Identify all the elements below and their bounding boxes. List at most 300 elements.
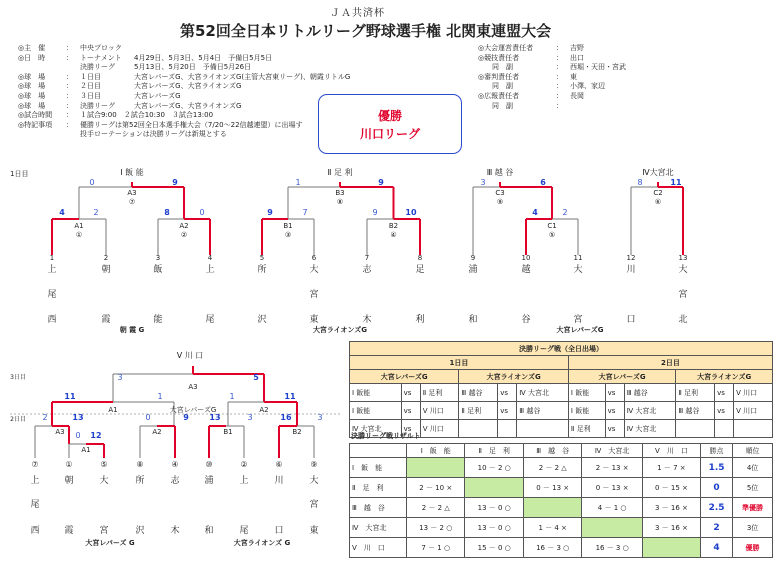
team-number: 1 [49, 254, 55, 262]
game-circled: ③ [284, 231, 292, 239]
team-name-3: 口 [626, 315, 636, 325]
score: 9 [372, 208, 378, 217]
score: 10 [405, 208, 417, 217]
page-title: 第52回全日本リトルリーグ野球選手権 北関東連盟大会 [180, 22, 552, 40]
team-number: 2 [103, 254, 109, 262]
schedule-cell [459, 420, 498, 438]
info-colon: ： [556, 92, 563, 100]
info-colon: ： [66, 92, 73, 100]
info-key: ◎広報責任者 [478, 92, 520, 100]
schedule-cell: Ⅳ 大宮北 [350, 420, 402, 438]
info-value: トーナメント [80, 53, 122, 62]
team-name: 上 [239, 476, 249, 486]
schedule-cell [517, 420, 569, 438]
score: 1 [295, 178, 301, 187]
game-label: C1 [547, 222, 557, 230]
team-name-3: 沢 [135, 526, 145, 536]
league-title: 決勝リーグ戦（全日出場） [350, 342, 773, 356]
team-name: 上 [47, 265, 57, 275]
info-value: 投手ローテーションは決勝リーグは新規とする [80, 130, 227, 139]
game-circled: ① [65, 460, 73, 469]
game-circled: ⑥ [654, 198, 662, 206]
info-key: ◎球 場 [18, 72, 46, 81]
team-name-3: 和 [204, 526, 214, 536]
team-number: 3 [155, 254, 161, 262]
info-value: 決勝リーグ [80, 101, 115, 110]
info-colon: ： [66, 53, 73, 62]
results-cell: 13 － 0 ○ [465, 518, 523, 538]
results-cell [523, 498, 581, 518]
results-title: 決勝リーグ戦リザルト [351, 432, 421, 440]
team-number: 6 [311, 254, 317, 262]
day1-label: 1日目 [10, 170, 29, 178]
info-colon: ： [556, 82, 563, 91]
team-name: 川 [274, 476, 284, 486]
team-number: 8 [417, 254, 423, 262]
score: 7 [302, 208, 308, 217]
team-name-3: 沢 [257, 315, 267, 325]
score: 9 [378, 178, 384, 187]
results-cell: 2 － 10 × [407, 478, 465, 498]
group-label: Ⅲ 越 谷 [486, 168, 514, 177]
schedule-cell: Ⅲ 越谷 [676, 402, 715, 420]
results-col-header: Ⅴ 川 口 [642, 444, 700, 458]
results-row [350, 498, 773, 518]
schedule-row [350, 402, 773, 420]
info-key: ◎特記事項 [18, 120, 53, 129]
results-row [350, 518, 773, 538]
game-circled: ② [240, 460, 248, 469]
results-cell [465, 478, 523, 498]
score: 1 [229, 392, 235, 401]
game-label: B2 [292, 428, 302, 436]
info-colon: ： [556, 44, 563, 52]
schedule-cell: vs [605, 402, 624, 420]
team-name: 大 [309, 476, 319, 486]
info-value: １試合9:00 ２試合10:30 ３試合13:00 [80, 111, 214, 120]
schedule-cell: vs [715, 402, 734, 420]
schedule-cell [715, 420, 734, 438]
game-label: B1 [283, 222, 293, 230]
results-team: Ⅴ 川 口 [350, 538, 407, 558]
results-col-header: 順位 [733, 444, 773, 458]
game-circled: ⑨ [496, 198, 504, 206]
info-key: ◎大会運営責任者 [478, 44, 534, 52]
info-key: ◎主 催 [18, 44, 46, 52]
league-schedule-table [349, 341, 773, 438]
results-cell: 7 － 1 ○ [407, 538, 465, 558]
results-cell [582, 518, 642, 538]
results-table [349, 443, 773, 558]
schedule-cell: Ⅴ 川口 [734, 402, 773, 420]
results-cell: 0 － 15 × [642, 478, 700, 498]
results-col-header: Ⅳ 大宮北 [582, 444, 642, 458]
results-cell: 1 － 7 × [642, 458, 700, 478]
info-key: 同 副 [492, 101, 513, 110]
schedule-cell: Ⅲ 越谷 [459, 384, 498, 402]
schedule-cell: Ⅱ 足利 [676, 384, 715, 402]
team-name: 大 [678, 265, 688, 275]
venue-label: 大宮レパーズ G [85, 539, 135, 547]
results-cell: 0 － 13 × [582, 478, 642, 498]
schedule-cell: Ⅱ 足利 [568, 420, 605, 438]
game-label: A1 [108, 406, 118, 414]
info-value: 吉野 [570, 44, 584, 52]
info-value: ２日目 [80, 82, 101, 91]
group-label: Ⅰ 飯 能 [120, 168, 144, 177]
info-colon: ： [66, 101, 73, 110]
game-circled: ⑧ [136, 460, 144, 469]
results-cell [407, 458, 465, 478]
results-team: Ⅱ 足 利 [350, 478, 407, 498]
group-label: Ⅱ 足 利 [327, 168, 353, 177]
results-points: 0 [700, 478, 732, 498]
team-name: 浦 [204, 476, 214, 486]
venue-label: 大宮ライオンズ G [233, 539, 291, 547]
team-name: 大 [573, 265, 583, 275]
info-key: ◎球 場 [18, 101, 46, 110]
info-colon: ： [556, 101, 563, 110]
team-name-3: 宮 [99, 526, 109, 536]
game-circled: ⑨ [310, 460, 318, 469]
bracket-day2-3 [0, 346, 345, 556]
results-team: Ⅰ 飯 能 [350, 458, 407, 478]
schedule-cell [734, 420, 773, 438]
score: 9 [172, 178, 178, 187]
team-name-3: 東 [309, 315, 319, 325]
results-cell: 13 － 0 ○ [465, 498, 523, 518]
results-cell: 0 － 13 × [523, 478, 581, 498]
results-row [350, 458, 773, 478]
game-circled: ⑧ [336, 198, 344, 206]
info-key: ◎日 時 [18, 53, 46, 62]
team-name: 浦 [468, 265, 478, 275]
game-label: B1 [223, 428, 233, 436]
info-value: 西堀・天田・宮武 [570, 63, 626, 72]
game-circled: ① [75, 231, 83, 239]
info-value: 東 [570, 72, 577, 81]
venue-label: 大宮ライオンズG [312, 326, 368, 334]
info-value-2: 大宮レパーズG、大宮ライオンズG [134, 101, 242, 110]
info-value-2: 大宮レパーズG [134, 92, 181, 100]
team-name-3: 宮 [573, 315, 583, 325]
game-circled: ② [180, 231, 188, 239]
results-points: 1.5 [700, 458, 732, 478]
game-circled: ④ [171, 460, 179, 469]
team-number: 11 [573, 254, 583, 262]
results-cell: 3 － 16 × [642, 498, 700, 518]
team-name: 志 [362, 265, 372, 275]
info-value-2: 大宮レパーズG、大宮ライオンズG [134, 82, 242, 91]
venue1-head: 大宮レパーズG [568, 370, 675, 384]
score: 6 [540, 178, 546, 187]
results-cell: 13 － 2 ○ [407, 518, 465, 538]
team-name-3: 西 [47, 315, 57, 325]
sponsor: ＪＡ共済杯 [330, 8, 385, 19]
team-number: 7 [364, 254, 370, 262]
info-colon: ： [556, 53, 563, 62]
info-colon: ： [66, 44, 73, 52]
venue2-head: 大宮ライオンズG [676, 370, 773, 384]
info-value: 決勝リーグ [80, 63, 115, 72]
info-key: 同 副 [492, 82, 513, 91]
results-col-header: Ⅰ 飯 能 [407, 444, 465, 458]
results-header [350, 444, 773, 458]
schedule-cell: Ⅱ 足利 [420, 384, 459, 402]
score: 4 [532, 208, 538, 217]
venue-mid: 大宮レパーズG [169, 406, 217, 414]
results-cell: 2 － 2 △ [523, 458, 581, 478]
score: 11 [284, 392, 296, 401]
schedule-cell: Ⅰ 飯能 [568, 384, 605, 402]
score: 3 [247, 413, 253, 422]
team-name-3: 東 [309, 526, 319, 536]
score: 8 [164, 208, 170, 217]
info-value: 優勝リーグは第52回全日本選手権大会（7/20～22信越連盟）に出場す [80, 120, 303, 129]
corner-cell [350, 444, 407, 458]
results-cell: 16 － 3 ○ [523, 538, 581, 558]
results-cell: 1 － 4 × [523, 518, 581, 538]
team-name-3: 和 [468, 315, 478, 325]
schedule-cell: vs [715, 384, 734, 402]
info-key: 同 副 [492, 63, 513, 72]
venue1-head: 大宮レパーズG [350, 370, 459, 384]
schedule-cell [676, 420, 715, 438]
group-label: Ⅳ大宮北 [642, 168, 674, 177]
results-col-header: Ⅱ 足 利 [465, 444, 523, 458]
game-circled: ⑦ [31, 460, 39, 469]
team-name-3: 霞 [101, 315, 111, 325]
team-name-3: 尾 [239, 526, 249, 536]
champion-label: 優勝 [377, 109, 402, 123]
game-circled: ⑩ [205, 460, 213, 469]
results-team: Ⅳ 大宮北 [350, 518, 407, 538]
info-value-2: 4月29日、5月3日、5月4日 予備日5月5日 [134, 53, 273, 62]
score: 4 [59, 208, 65, 217]
game-label: C2 [653, 189, 663, 197]
schedule-row [350, 384, 773, 402]
results-rank: 3位 [733, 518, 773, 538]
day1-head: 1日目 [350, 356, 569, 370]
score: 13 [72, 413, 84, 422]
schedule-cell: Ⅰ 飯能 [350, 402, 402, 420]
team-name: 所 [135, 476, 145, 486]
schedule-cell: Ⅳ 大宮北 [624, 402, 676, 420]
score: 9 [267, 208, 273, 217]
game-label: C3 [495, 189, 505, 197]
team-name-2: 宮 [309, 290, 319, 300]
game-label: A3 [55, 428, 65, 436]
team-name: 朝 [64, 476, 74, 486]
results-points: 4 [700, 538, 732, 558]
info-colon: ： [66, 82, 73, 91]
schedule-cell: Ⅲ 越谷 [624, 384, 676, 402]
info-colon: ： [66, 120, 73, 129]
team-name: 上 [205, 265, 215, 275]
info-colon: ： [556, 72, 563, 81]
score: 12 [90, 431, 102, 440]
group-label: Ⅴ 川 口 [176, 351, 204, 360]
results-cell: 2 － 2 △ [407, 498, 465, 518]
champion-box [318, 94, 462, 154]
info-key: ◎球 場 [18, 92, 46, 100]
results-cell: 4 － 1 ○ [582, 498, 642, 518]
team-name: 朝 [101, 265, 111, 275]
game-label: B2 [388, 222, 399, 230]
game-circled: ⑥ [275, 460, 283, 469]
results-cell: 16 － 3 ○ [582, 538, 642, 558]
score: 11 [670, 178, 682, 187]
team-name: 大 [309, 265, 319, 275]
venue2-head: 大宮ライオンズG [459, 370, 568, 384]
results-cell [642, 538, 700, 558]
results-col-header: 勝点 [700, 444, 732, 458]
score: 0 [199, 208, 205, 217]
score: 3 [117, 373, 123, 382]
score: 3 [480, 178, 486, 187]
info-key: ◎審判責任者 [478, 72, 520, 81]
schedule-cell: vs [605, 384, 624, 402]
info-value: １日目 [80, 72, 101, 81]
team-name-3: 霞 [64, 526, 74, 536]
schedule-cell: vs [498, 402, 517, 420]
team-name: 足 [415, 265, 425, 275]
team-name-3: 谷 [521, 315, 531, 325]
info-value: 小澤、家辺 [570, 82, 605, 91]
score: 0 [145, 413, 151, 422]
game-circled: ④ [390, 231, 397, 239]
info-key: ◎球 場 [18, 82, 46, 91]
team-name: 上 [30, 476, 40, 486]
results-row [350, 538, 773, 558]
champion-team: 川口リーグ [359, 127, 420, 141]
score: 11 [64, 392, 76, 401]
info-key: ◎試合時間 [18, 111, 53, 120]
score: 0 [75, 431, 81, 440]
info-value-2: 大宮レパーズG、大宮ライオンズG(主管大宮東リーグ)、朝霞リトルG [134, 72, 351, 81]
results-row [350, 478, 773, 498]
day-label: 3日目 [10, 374, 26, 381]
score: 8 [637, 178, 643, 187]
results-cell: 3 － 16 × [642, 518, 700, 538]
team-name-3: 尾 [205, 315, 215, 325]
results-cell: 15 － 0 ○ [465, 538, 523, 558]
info-value: 中央ブロック [80, 44, 122, 52]
game-label: A2 [179, 222, 189, 230]
team-number: 12 [626, 254, 636, 262]
team-name-3: 北 [678, 315, 688, 325]
score: 2 [42, 413, 48, 422]
score: 5 [253, 373, 259, 382]
schedule-cell: vs [498, 384, 517, 402]
schedule-cell: vs [401, 420, 420, 438]
team-number: 13 [678, 254, 688, 262]
score: 2 [562, 208, 568, 217]
game-label: A2 [259, 406, 269, 414]
schedule-cell [498, 420, 517, 438]
results-col-header: Ⅲ 越 谷 [523, 444, 581, 458]
team-name: 飯 [153, 265, 163, 275]
results-cell: 2 － 13 × [582, 458, 642, 478]
score: 13 [209, 413, 221, 422]
results-rank: 優勝 [733, 538, 773, 558]
team-number: 9 [470, 254, 476, 262]
venue-label: 大宮レパーズG [556, 326, 604, 334]
info-value: 出口 [570, 53, 584, 62]
schedule-cell: Ⅰ 飯能 [350, 384, 402, 402]
score: 0 [89, 178, 95, 187]
day1-bracket [0, 162, 780, 340]
game-label: A1 [81, 446, 91, 454]
results-points: 2.5 [700, 498, 732, 518]
schedule-cell: vs [401, 402, 420, 420]
team-name-3: 木 [362, 315, 372, 325]
team-name-3: 利 [415, 315, 425, 325]
team-name-3: 能 [153, 315, 163, 325]
game-circled: ⑦ [128, 198, 136, 206]
schedule-cell: Ⅲ 越谷 [517, 402, 569, 420]
schedule-cell: Ⅴ 川口 [420, 402, 459, 420]
game-circled: ⑤ [548, 231, 556, 239]
results-rank: 5位 [733, 478, 773, 498]
game-label: A1 [74, 222, 84, 230]
team-name-2: 尾 [47, 290, 57, 300]
team-name-2: 宮 [309, 500, 319, 510]
team-number: 5 [259, 254, 265, 262]
schedule-cell: Ⅴ 川口 [420, 420, 459, 438]
info-value: ３日目 [80, 92, 101, 100]
schedule-cell: vs [605, 420, 624, 438]
score: 2 [93, 208, 99, 217]
results-points: 2 [700, 518, 732, 538]
info-colon: ： [66, 111, 73, 120]
score: 9 [183, 413, 189, 422]
team-name: 所 [257, 265, 267, 275]
schedule-cell: Ⅳ 大宮北 [517, 384, 569, 402]
results-cell: 10 － 2 ○ [465, 458, 523, 478]
info-value: 長岡 [570, 92, 584, 100]
score: 3 [317, 413, 323, 422]
team-name: 川 [626, 265, 636, 275]
team-name: 志 [170, 476, 180, 486]
results-team: Ⅲ 越 谷 [350, 498, 407, 518]
team-name-2: 宮 [678, 290, 688, 300]
schedule-cell: Ⅳ 大宮北 [624, 420, 676, 438]
schedule-cell: Ⅴ 川口 [734, 384, 773, 402]
info-colon: ： [66, 72, 73, 81]
team-number: 4 [207, 254, 213, 262]
team-name: 越 [521, 265, 531, 275]
team-name-3: 西 [30, 526, 40, 536]
day2-head: 2日目 [568, 356, 772, 370]
game-label: A3 [127, 189, 137, 197]
score: 16 [280, 413, 292, 422]
game-label: B3 [335, 189, 345, 197]
schedule-cell: vs [401, 384, 420, 402]
team-name-2: 尾 [30, 500, 40, 510]
team-name-3: 木 [170, 526, 180, 536]
info-value-2: 5月13日、5月20日 予備日5月26日 [134, 63, 252, 72]
schedule-cell: Ⅰ 飯能 [568, 402, 605, 420]
info-colon: ： [556, 63, 563, 72]
score: 1 [157, 392, 163, 401]
team-number: 10 [521, 254, 531, 262]
game-label: A3 [188, 383, 198, 391]
venue-label: 朝 霞 G [119, 326, 145, 334]
schedule-cell: Ⅱ 足利 [459, 402, 498, 420]
info-key: ◎競技責任者 [478, 53, 520, 62]
game-circled: ⑤ [100, 460, 108, 469]
